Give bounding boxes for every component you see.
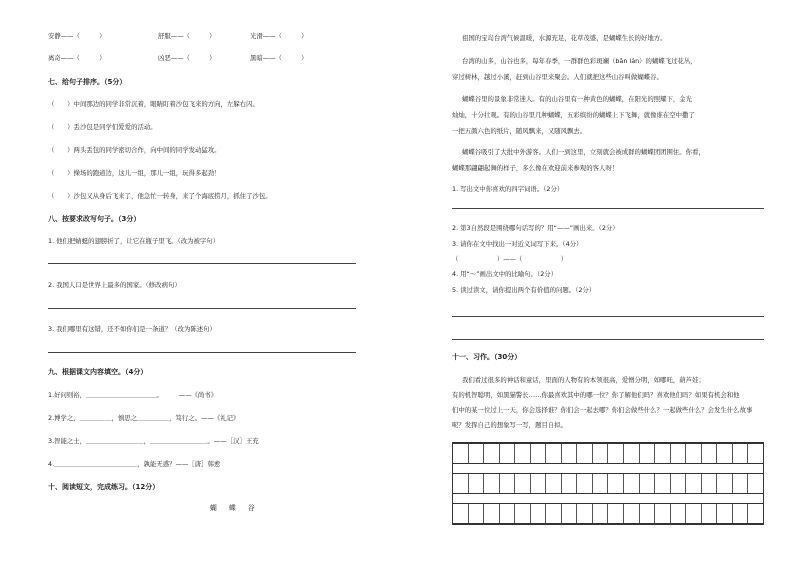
answer-line[interactable]	[452, 316, 764, 317]
grid-cell[interactable]	[702, 474, 718, 493]
grid-cell[interactable]	[577, 504, 593, 523]
grid-row[interactable]	[453, 443, 763, 464]
fill-blank-item: 3.智能之士，＿＿＿＿＿＿＿＿＿，＿＿＿＿＿＿＿＿＿。——［汉］王充	[48, 437, 259, 445]
grid-cell[interactable]	[702, 504, 718, 523]
grid-cell[interactable]	[624, 474, 640, 493]
grid-cell[interactable]	[546, 504, 562, 523]
sentence-order-item: （ ）丢沙包是同学们爱爱的活动。	[48, 123, 157, 131]
grid-cell[interactable]	[733, 504, 749, 523]
grid-row[interactable]	[453, 473, 763, 494]
grid-cell[interactable]	[671, 444, 687, 463]
grid-cell[interactable]	[577, 444, 593, 463]
grid-cell[interactable]	[640, 504, 656, 523]
antonym-item: 安静——（ ）	[48, 32, 106, 40]
question-2: 2. 第3自然段是围绕哪句话写的？用“——”画出来。（2分）	[452, 224, 619, 232]
fill-blank-item: 1.好问则裕，＿＿＿＿＿＿＿＿＿＿＿。 ——《尚书》	[48, 391, 218, 399]
grid-cell[interactable]	[624, 504, 640, 523]
grid-cell[interactable]	[562, 444, 578, 463]
grid-cell[interactable]	[733, 474, 749, 493]
section-10-title: 十、阅读短文，完成练习。（12分）	[48, 483, 160, 491]
answer-line[interactable]	[48, 263, 356, 264]
grid-cell[interactable]	[593, 474, 609, 493]
grid-row[interactable]	[453, 503, 763, 524]
passage-line: 蝴蝶那翩翩起舞的样子，多么像在欢迎前来参观的客人呀！	[452, 164, 619, 172]
grid-cell[interactable]	[640, 444, 656, 463]
grid-cell[interactable]	[702, 444, 718, 463]
antonym-item: 舒服——（ ）	[158, 32, 216, 40]
answer-line[interactable]	[48, 352, 356, 353]
sentence-order-item: （ ）两头丢包的同学密切合作，向中间的同学发动猛攻。	[48, 146, 221, 154]
grid-cell[interactable]	[733, 444, 749, 463]
grid-cell[interactable]	[546, 444, 562, 463]
grid-cell[interactable]	[593, 444, 609, 463]
grid-cell[interactable]	[717, 474, 733, 493]
passage-line: 灿灿，十分壮观。有的山谷里几种蝴蝶，五彩缤纷的蝴蝶上下飞舞，就像谁在空中撒了	[452, 111, 695, 119]
grid-cell[interactable]	[671, 474, 687, 493]
sentence-order-item: （ ）中间那边的同学非常沉着，眼睛盯着沙包飞来的方向，左躲右闪。	[48, 100, 259, 108]
grid-cell[interactable]	[562, 474, 578, 493]
grid-cell[interactable]	[686, 504, 702, 523]
grid-cell[interactable]	[453, 444, 469, 463]
question-1: 1. 写出文中你喜欢的四字词语。（2分）	[452, 185, 564, 193]
grid-cell[interactable]	[562, 504, 578, 523]
passage-title: 蝴 蝶 谷	[210, 504, 260, 512]
grid-cell[interactable]	[748, 504, 763, 523]
grid-cell[interactable]	[500, 474, 516, 493]
question-4: 4. 用“～”画出文中的比喻句。（2分）	[452, 270, 558, 278]
grid-cell[interactable]	[655, 504, 671, 523]
grid-cell[interactable]	[453, 504, 469, 523]
answer-line[interactable]	[48, 308, 356, 309]
fill-blank-item: 4.＿＿＿＿＿＿＿＿＿＿＿＿＿，孰能无惑？——［唐］韩愈	[48, 460, 221, 468]
grid-cell[interactable]	[717, 444, 733, 463]
grid-cell[interactable]	[531, 474, 547, 493]
grid-cell[interactable]	[717, 504, 733, 523]
grid-cell[interactable]	[484, 444, 500, 463]
section-8-title: 八、按要求改写句子。（3分）	[48, 215, 141, 223]
grid-cell[interactable]	[608, 444, 624, 463]
rewrite-item: 2. 我国人口是世界上最多的国家。（修改病句）	[48, 281, 181, 289]
grid-cell[interactable]	[500, 444, 516, 463]
antonym-item: 光滑——（ ）	[250, 32, 308, 40]
antonym-item: 凶恶——（ ）	[158, 54, 216, 62]
grid-cell[interactable]	[546, 474, 562, 493]
grid-cell[interactable]	[577, 474, 593, 493]
grid-cell[interactable]	[748, 444, 763, 463]
grid-cell[interactable]	[608, 504, 624, 523]
grid-cell[interactable]	[515, 444, 531, 463]
passage-paragraph-1: 祖国的宝岛台湾气候温暖，水源充足，花草茂盛，是蝴蝶生长的好地方。	[462, 34, 667, 42]
rewrite-item: 3. 我们哪里有这错，还不如你们是一条道？（改为陈述句）	[48, 325, 216, 333]
passage-line: 台湾的山多，山谷也多，每年春季，一群群色彩斑斓（bān lán）的蝴蝶飞过花丛，	[462, 57, 697, 65]
passage-line: 蝴蝶谷吸引了大批中外游客。人们一到这里，立刻就会被成群的蝴蝶团团围住。你看，	[462, 148, 705, 156]
section-11-title: 十一、习作。（30分）	[452, 353, 522, 361]
essay-prompt-line: 们中的某一位过上一天，你会选择谁？你们会一起去哪？你们会做些什么？一起做些什么？会发生什么故事	[452, 406, 753, 414]
grid-cell[interactable]	[469, 444, 485, 463]
question-3: 3. 请你在文中找出一对近义词写下来。（4分）	[452, 240, 583, 248]
grid-cell[interactable]	[453, 474, 469, 493]
grid-cell[interactable]	[686, 444, 702, 463]
essay-prompt-line: 有的机智聪明，如黑猫警长……你最喜欢其中的哪一位？你了解他们吗？喜欢他们吗？如果有机会和他	[452, 391, 740, 399]
grid-cell[interactable]	[624, 444, 640, 463]
antonym-item: 离奇——（ ）	[48, 54, 106, 62]
section-7-title: 七、给句子排序。（5分）	[48, 78, 127, 86]
grid-cell[interactable]	[484, 504, 500, 523]
fill-blank-item: 2.博学之，＿＿＿＿＿，慎思之＿＿＿＿＿，笃行之。——《礼记》	[48, 414, 240, 422]
grid-cell[interactable]	[640, 474, 656, 493]
grid-cell[interactable]	[608, 474, 624, 493]
grid-cell[interactable]	[686, 474, 702, 493]
grid-cell[interactable]	[484, 474, 500, 493]
answer-line[interactable]	[452, 208, 764, 209]
grid-cell[interactable]	[500, 504, 516, 523]
grid-cell[interactable]	[531, 504, 547, 523]
essay-prompt-line: 我们看过很多的神话和童话，里面的人物有的本领很高，爱憎分明，如哪吒，葫芦娃；	[462, 376, 705, 384]
grid-cell[interactable]	[655, 444, 671, 463]
sentence-order-item: （ ）沙包又从身后飞来了，他急忙一转身，来了个海底捞月，抓住了沙包。	[48, 192, 272, 200]
antonym-item: 黑暗——（ ）	[250, 54, 308, 62]
synonym-blanks[interactable]: （ ）——（ ）	[452, 255, 568, 263]
passage-line: 一把五颜六色的纸片，随风飘来，又随风飘去。	[452, 127, 587, 135]
answer-line[interactable]	[452, 339, 764, 340]
writing-grid[interactable]	[452, 442, 764, 525]
grid-cell[interactable]	[748, 474, 763, 493]
sentence-order-item: （ ）操场的跑道边，这儿一组，那儿一组，玩得多起劲！	[48, 169, 221, 177]
grid-cell[interactable]	[593, 504, 609, 523]
grid-cell[interactable]	[671, 504, 687, 523]
grid-cell[interactable]	[655, 474, 671, 493]
essay-prompt-line: 呢？发挥自己的想象写一写，题目自拟。	[452, 421, 568, 429]
grid-cell[interactable]	[515, 504, 531, 523]
section-9-title: 九、根据课文内容填空。（4分）	[48, 368, 148, 376]
grid-cell[interactable]	[469, 474, 485, 493]
rewrite-item: 1. 他们把蜻蜓的翅膀折了，让它在瓶子里飞。（改为被字句）	[48, 237, 220, 245]
grid-cell[interactable]	[469, 504, 485, 523]
passage-line: 穿过树林，越过小溪，赶到山谷里来聚会。人们就把这些山谷叫做蝴蝶谷。	[452, 73, 663, 81]
grid-cell[interactable]	[515, 474, 531, 493]
passage-line: 蝴蝶谷里的景象非常迷人。有的山谷里有一种黄色的蝴蝶，在阳光的照耀下，金光	[462, 95, 693, 103]
question-5: 5. 读过读文，请你提出两个有价值的问题。（2分）	[452, 286, 596, 294]
grid-cell[interactable]	[531, 444, 547, 463]
